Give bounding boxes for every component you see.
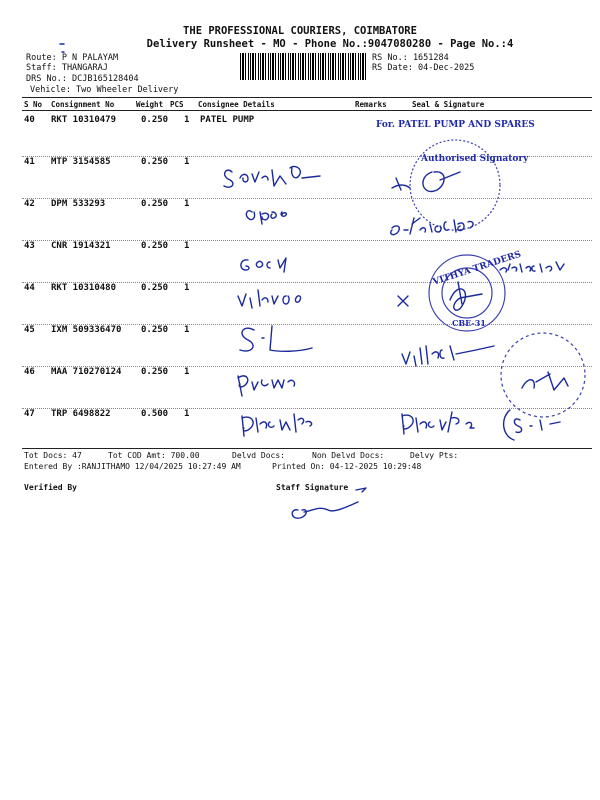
- signature-row-42-seal: [391, 218, 473, 235]
- total-cod-amount: Tot COD Amt: 700.00: [108, 451, 200, 460]
- signature-row-41: [224, 166, 320, 187]
- vithya-stamp-top: VITHYA TRADERS: [431, 249, 523, 288]
- row-consignment: CNR 1914321: [51, 241, 111, 251]
- row-sno: 41: [24, 157, 35, 167]
- signature-row-42: [246, 211, 286, 224]
- staff-signature-mark: [292, 502, 358, 518]
- row-weight: 0.250: [141, 283, 169, 293]
- delivery-points: Delvy Pts:: [410, 451, 459, 460]
- row-pcs: 1: [184, 367, 190, 377]
- row-consignment: IXM 509336470: [51, 325, 122, 335]
- col-sno: S No: [24, 100, 43, 109]
- row-weight: 0.250: [141, 115, 169, 125]
- row-pcs: 1: [184, 157, 190, 167]
- col-pcs: PCS: [170, 100, 184, 109]
- non-delivered-docs: Non Delvd Docs:: [312, 451, 385, 460]
- signature-row-43: [241, 258, 286, 272]
- row-sno: 46: [24, 367, 35, 377]
- row-weight: 0.250: [141, 325, 169, 335]
- signature-row-41-seal: [392, 172, 460, 192]
- signature-row-45-remarks: [402, 346, 494, 366]
- row-pcs: 1: [184, 115, 190, 125]
- vithya-signature: [450, 282, 482, 310]
- signature-row-45: [240, 326, 312, 351]
- signature-row-47: [242, 414, 312, 436]
- vithya-stamp-bottom: CBE-31: [452, 318, 486, 328]
- row-consignee: PATEL PUMP: [200, 115, 255, 125]
- row-weight: 0.250: [141, 367, 169, 377]
- authorised-stamp-text: Authorised Signatory: [421, 154, 529, 164]
- runsheet-title: Delivery Runsheet - MO - Phone No.:9047080280 - Page No.:4: [146, 38, 514, 50]
- company-title: THE PROFESSIONAL COURIERS, COIMBATORE: [183, 25, 417, 37]
- row-46-stamp-circle: [501, 333, 585, 417]
- row-sno: 40: [24, 115, 35, 125]
- row-sno: 47: [24, 409, 35, 419]
- row-weight: 0.250: [141, 157, 169, 167]
- row-consignment: MTP 3154585: [51, 157, 111, 167]
- route-label: Route: P N PALAYAM: [26, 53, 119, 63]
- signature-row-46-seal: [522, 372, 568, 390]
- signature-row-47-remarks: [402, 412, 474, 434]
- row-sno: 45: [24, 325, 35, 335]
- row-weight: 0.250: [141, 241, 169, 251]
- staff-signature-label: Staff Signature: [276, 483, 349, 492]
- row-pcs: 1: [184, 409, 190, 419]
- col-consignee: Consignee Details: [198, 100, 275, 109]
- verified-by: Verified By: [24, 483, 77, 492]
- rs-number: RS No.: 1651284: [372, 53, 449, 63]
- row-consignment: RKT 10310479: [51, 115, 117, 125]
- vehicle-label: Vehicle: Two Wheeler Delivery: [30, 85, 179, 95]
- staff-signature-arrow: [356, 488, 366, 492]
- col-seal: Seal & Signature: [412, 100, 485, 109]
- cross-mark-row-44: [398, 296, 408, 306]
- row-consignment: DPM 533293: [51, 199, 106, 209]
- entered-by: Entered By :RANJITHAMO 12/04/2025 10:27:49 AM: [24, 462, 241, 471]
- row-pcs: 1: [184, 199, 190, 209]
- printed-on: Printed On: 04-12-2025 10:29:48: [272, 462, 422, 471]
- row-sno: 43: [24, 241, 35, 251]
- row-weight: 0.500: [141, 409, 169, 419]
- col-consignment: Consignment No: [51, 100, 115, 109]
- row-pcs: 1: [184, 241, 190, 251]
- rs-date: RS Date: 04-Dec-2025: [372, 63, 475, 73]
- row-consignment: MAA 710270124: [51, 367, 122, 377]
- row-sno: 42: [24, 199, 35, 209]
- row-weight: 0.250: [141, 199, 169, 209]
- patel-stamp-text: For. PATEL PUMP AND SPARES: [376, 120, 535, 130]
- total-docs: Tot Docs: 47: [24, 451, 82, 460]
- stray-ink-mark: [60, 44, 64, 52]
- signature-row-46: [238, 376, 295, 396]
- staff-label: Staff: THANGARAJ: [26, 63, 108, 73]
- row-consignment: RKT 10310480: [51, 283, 117, 293]
- row-pcs: 1: [184, 325, 190, 335]
- signature-row-43-seal: [500, 262, 564, 272]
- signature-row-47-seal: [504, 410, 560, 440]
- row-pcs: 1: [184, 283, 190, 293]
- delivered-docs: Delvd Docs:: [232, 451, 285, 460]
- signature-row-44: [238, 290, 301, 308]
- drs-label: DRS No.: DCJB165128404: [26, 74, 139, 84]
- row-sno: 44: [24, 283, 35, 293]
- row-consignment: TRP 6498822: [51, 409, 111, 419]
- col-weight: Weight: [136, 100, 164, 109]
- col-remarks: Remarks: [355, 100, 387, 109]
